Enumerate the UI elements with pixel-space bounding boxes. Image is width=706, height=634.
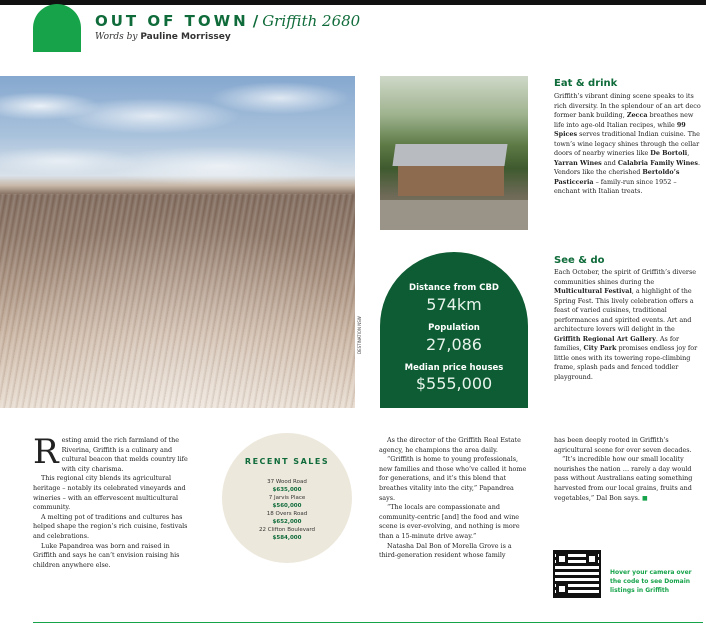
building-wall — [398, 166, 504, 196]
venue-99-spices: 99 Spices — [554, 120, 686, 138]
sale-address: 7 Jarvis Place — [268, 495, 306, 501]
qr-caption: Hover your camera over the code to see Domain listings in Griffith — [610, 569, 692, 594]
eat-text-5: and — [601, 158, 618, 167]
photo-credit: DESTINATION NSW — [357, 316, 362, 354]
distance-label: Distance from CBD — [409, 283, 499, 293]
closing-quote: “It’s incredible how our small locality nourishes the nation … rarely a day would pass without Australians eating something harvested from our local grains, fruits and vegetables,” Dal Bon says. — [554, 455, 693, 502]
eat-text-6: . Vendors like the cherished — [554, 158, 701, 176]
sale-price: $584,000 — [272, 535, 302, 541]
sale-item — [222, 494, 352, 510]
heritage-building-photo — [380, 76, 528, 230]
venue-de-bortoli: De Bortoli — [650, 149, 688, 157]
see-do-text — [554, 268, 702, 382]
paragraph — [554, 455, 704, 503]
eat-text-2: breathes new life into age-old Italian recipes, while — [554, 111, 694, 129]
paragraph: A melting pot of traditions and cultures has helped shape the region’s rich cuisine, festivals and celebrations. — [33, 512, 188, 540]
byline — [95, 32, 231, 42]
distance-value: 574km — [426, 295, 482, 314]
venue-calabria-family-wines: Calabria Family Wines — [617, 158, 698, 167]
venue-art-gallery: Griffith Regional Art Gallery — [554, 334, 656, 343]
see-do-heading: See & do — [554, 255, 605, 266]
qr-finder — [556, 583, 568, 595]
sale-price: $652,000 — [272, 519, 302, 525]
stats-panel — [380, 252, 528, 408]
venue-yarran-wines: Yarran Wines — [554, 158, 602, 167]
sale-price: $560,000 — [272, 503, 302, 509]
article-column-4 — [554, 436, 704, 503]
cotton-rows — [0, 194, 355, 408]
venue-city-park: City Park — [583, 344, 617, 352]
paragraph: As the director of the Griffith Real Estate agency, he champions the area daily. — [379, 436, 521, 454]
median-price-label: Median price houses — [404, 363, 504, 373]
venue-zecca: Zecca — [626, 111, 648, 119]
top-rule — [0, 0, 706, 5]
paragraph: “Griffith is home to young professionals, new families and those who’ve called it home for generations, and it’s this blend that breathes vitality into the city,” Papandrea says. — [379, 455, 527, 502]
qr-finder — [586, 553, 598, 565]
paragraph: This regional city blends its agricultural heritage – notably its celebrated vineyards and wineries – with an effervescent multicultural community. — [33, 474, 186, 512]
paragraph: Natasha Dal Bon of Morella Grove is a third-generation resident whose family — [379, 541, 512, 560]
median-price-value: $555,000 — [415, 374, 493, 393]
sale-address: 18 Overs Road — [266, 511, 308, 517]
see-text-2: , a highlight of the Spring Fest. This lively celebration offers a feast of varied cuisines, traditional performances and spirited events. Art and architecture lovers will delight in the — [554, 287, 694, 333]
population-value: 27,086 — [426, 335, 482, 354]
eat-text-3: serves traditional Indian cuisine. The town’s wine legacy shines through the cellar doors of nearby wineries like — [554, 130, 700, 157]
sale-item — [222, 510, 352, 526]
place-name: Griffith 2680 — [262, 12, 361, 30]
cotton-field-photo — [0, 76, 355, 408]
see-text-4: promises endless joy for little ones with its towering rope-climbing frame, splash pads and fenced toddler playground. — [554, 344, 698, 381]
eat-drink-heading: Eat & drink — [554, 78, 618, 89]
bottom-rule — [33, 622, 703, 623]
recent-sales-panel — [222, 433, 352, 563]
sale-item — [222, 478, 352, 494]
paragraph: “The locals are compassionate and community-centric [and] the food and wine scene is ever-evolving, and nothing is more than a 15-minute drive away.” — [379, 503, 520, 540]
eat-text-7: – family-run since 1952 – enchant with Italian treats. — [554, 177, 677, 195]
recent-sales-title: RECENT SALES — [244, 457, 330, 466]
end-mark-icon: ■ — [641, 494, 648, 502]
sale-item — [222, 526, 352, 542]
article-column-3 — [379, 436, 529, 561]
paragraph: Luke Papandrea was born and raised in Griffith and says he can’t envision raising his children anywhere else. — [33, 541, 180, 569]
building-roof — [392, 144, 507, 166]
building-road — [380, 200, 528, 230]
section-badge — [33, 4, 81, 52]
page-title — [95, 12, 360, 30]
paragraph: has been deeply rooted in Griffith’s agricultural scene for over seven decades. — [554, 436, 692, 454]
sale-address: 22 Clifton Boulevard — [258, 527, 316, 533]
byline-prefix: Words by — [95, 32, 138, 42]
population-label: Population — [428, 323, 480, 333]
eat-drink-text — [554, 92, 702, 197]
see-text-3: . As for families, — [554, 334, 680, 352]
see-text-1: Each October, the spirit of Griffith’s diverse communities shines during the — [554, 268, 697, 286]
eat-text-1: Griffith’s vibrant dining scene speaks to its rich diversity. In the splendour of an art deco former bank building, — [554, 92, 701, 119]
paragraph: esting amid the rich farmland of the Riverina, Griffith is a culinary and cultural beacon that melds country life with city charisma. — [61, 436, 188, 473]
qr-finder — [556, 553, 568, 565]
author-name: Pauline Morrissey — [140, 32, 231, 42]
drop-cap: R — [33, 432, 59, 472]
venue-bertoldos-pasticceria: Bertoldo’s Pasticceria — [554, 168, 680, 186]
sale-address: 37 Wood Road — [267, 479, 307, 485]
sky-clouds — [0, 76, 355, 186]
eat-text-4: , — [687, 149, 690, 157]
event-multicultural-festival: Multicultural Festival — [554, 287, 632, 295]
sale-price: $635,000 — [272, 487, 302, 493]
title-separator: / — [252, 12, 259, 30]
section-name: OUT OF TOWN — [95, 12, 249, 30]
qr-code[interactable] — [553, 550, 601, 598]
article-column-1 — [33, 432, 188, 570]
